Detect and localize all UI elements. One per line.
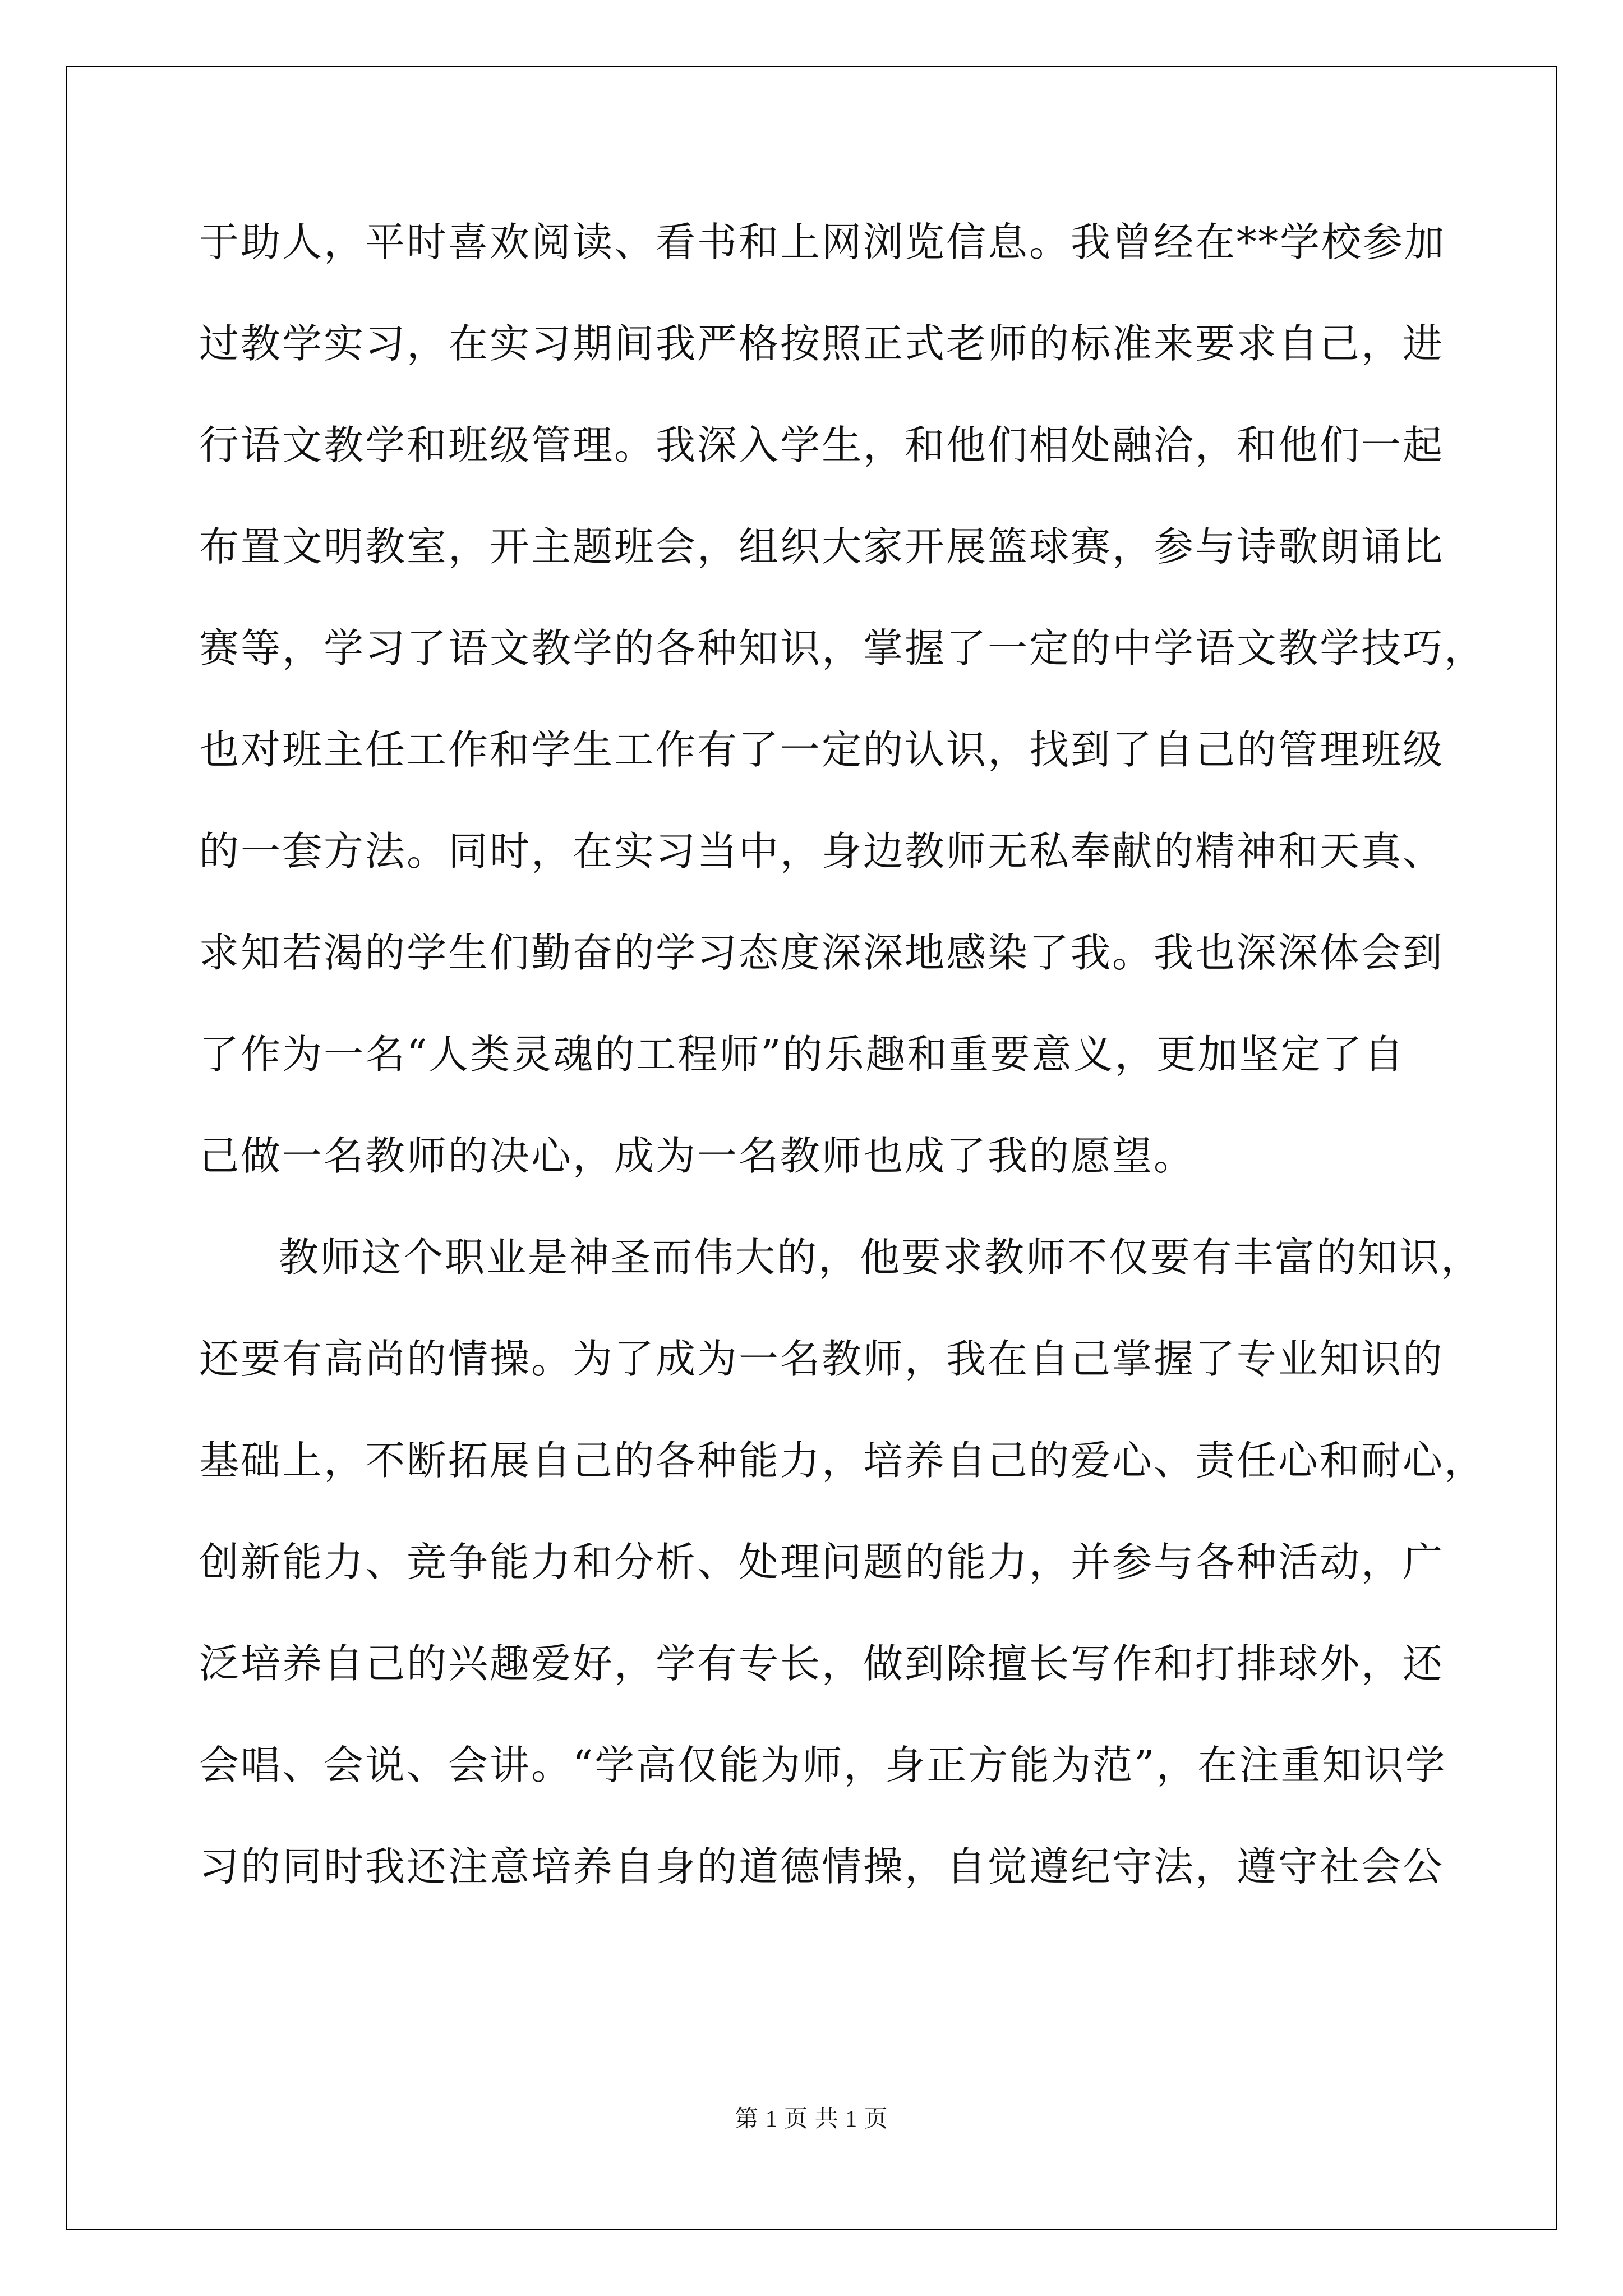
text-line: 过教学实习，在实习期间我严格按照正式老师的标准来要求自己，进 bbox=[199, 320, 1445, 367]
text-line: 也对班主任工作和学生工作有了一定的认识，找到了自己的管理班级 bbox=[199, 726, 1445, 773]
text-line: 会唱、会说、会讲。“学高仅能为师，身正方能为范”，在注重知识学 bbox=[199, 1742, 1447, 1788]
text-line: 布置文明教室，开主题班会，组织大家开展篮球赛，参与诗歌朗诵比 bbox=[199, 523, 1445, 570]
text-line: 求知若渴的学生们勤奋的学习态度深深地感染了我。我也深深体会到 bbox=[199, 930, 1445, 976]
text-line: 的一套方法。同时，在实习当中，身边教师无私奉献的精神和天真、 bbox=[199, 828, 1445, 875]
text-line: 还要有高尚的情操。为了成为一名教师，我在自己掌握了专业知识的 bbox=[199, 1336, 1445, 1382]
text-line: 创新能力、竞争能力和分析、处理问题的能力，并参与各种活动，广 bbox=[199, 1539, 1445, 1585]
text-line: 习的同时我还注意培养自身的道德情操，自觉遵纪守法，遵守社会公 bbox=[199, 1843, 1445, 1890]
document-body bbox=[199, 219, 1486, 1948]
text-line: 了作为一名“人类灵魂的工程师”的乐趣和重要意义，更加坚定了自 bbox=[199, 1031, 1405, 1078]
text-line: 行语文教学和班级管理。我深入学生，和他们相处融洽，和他们一起 bbox=[199, 422, 1445, 468]
text-line: 基础上，不断拓展自己的各种能力，培养自己的爱心、责任心和耐心， bbox=[199, 1437, 1486, 1484]
text-line: 于助人，平时喜欢阅读、看书和上网浏览信息。我曾经在**学校参加 bbox=[199, 219, 1446, 265]
page-number-footer: 第 1 页 共 1 页 bbox=[735, 2106, 888, 2132]
text-line: 赛等，学习了语文教学的各种知识，掌握了一定的中学语文教学技巧， bbox=[199, 625, 1486, 671]
text-line: 教师这个职业是神圣而伟大的，他要求教师不仅要有丰富的知识， bbox=[279, 1234, 1483, 1281]
text-line: 泛培养自己的兴趣爱好，学有专长，做到除擅长写作和打排球外，还 bbox=[199, 1640, 1445, 1687]
text-line: 己做一名教师的决心，成为一名教师也成了我的愿望。 bbox=[199, 1133, 1196, 1179]
